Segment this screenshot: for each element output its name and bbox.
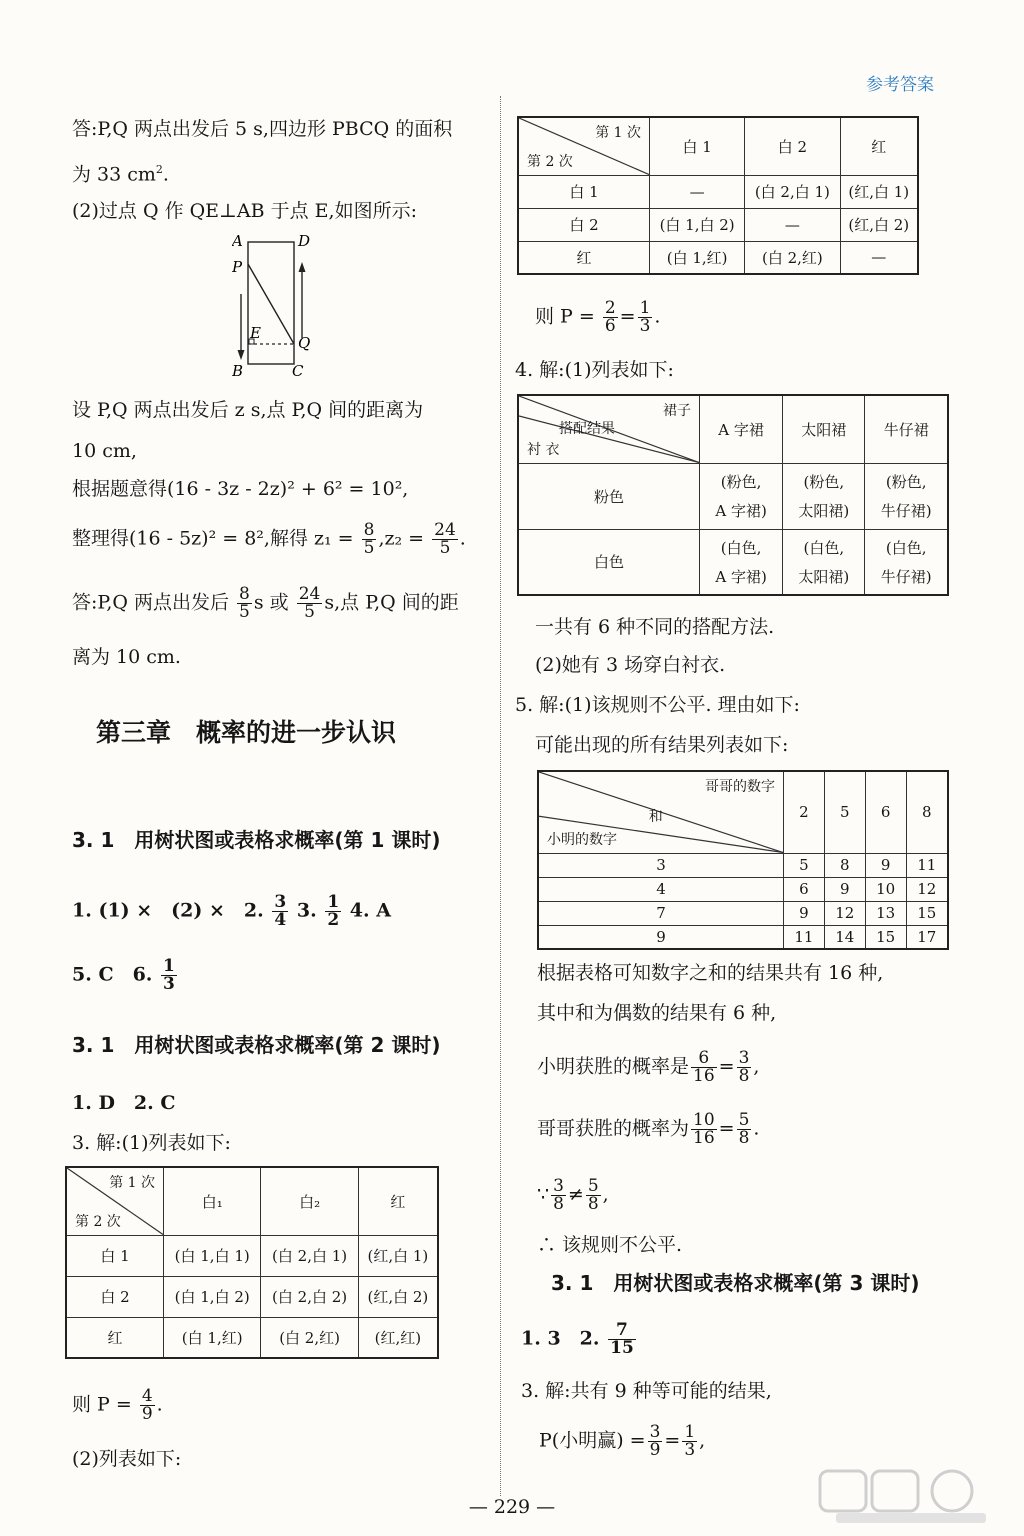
answer-line: (2)她有 3 场穿白衬衣. — [535, 654, 726, 676]
label-P: P — [232, 258, 243, 276]
fraction: $\frac{4}{9}$ — [141, 1386, 153, 1424]
answer-line: 其中和为偶数的结果有 6 种, — [537, 1002, 777, 1024]
table-draw-without-replacement — [517, 116, 919, 275]
label-A: A — [232, 232, 243, 250]
answer-line: (2)过点 Q 作 QE⊥AB 于点 E,如图所示: — [72, 200, 417, 222]
answer-line: 答:P,Q 两点出发后 $\frac{8}{5}$ s 或 $\frac{24}{5}$ s,点 P,Q 间的距 — [72, 584, 459, 622]
fraction: $\frac{3}{9}$ — [649, 1422, 661, 1460]
table-row: 红 (白 1,红) (白 2,红) (红,红) — [66, 1317, 438, 1358]
table-header-cell: 牛仔裙 — [865, 395, 948, 463]
answer-line: 答:P,Q 两点出发后 5 s,四边形 PBCQ 的面积 — [72, 118, 453, 140]
table-header-cell: 6 — [865, 771, 906, 853]
label-C: C — [292, 362, 304, 380]
answer-line: 整理得(16 - 5z)² = 8²,解得 z₁ = $\frac{8}{5}$ ,z₂ = $\frac{24}{5}$ . — [72, 520, 466, 558]
table-header-cell: 白₁ — [164, 1167, 261, 1235]
page-header: 参考答案 — [866, 75, 934, 95]
answer-line: 则 P = $\frac{4}{9}$ . — [72, 1386, 163, 1424]
answer-line: 小明获胜的概率是 $\frac{6}{16}$ = $\frac{3}{8}$ , — [537, 1048, 760, 1086]
table-row: 9 11 14 15 17 — [538, 925, 948, 949]
table-row: 白 2 (白 1,白 2) — (红,白 2) — [518, 208, 918, 241]
section-title: 3. 1 用树状图或表格求概率(第 2 课时) — [72, 1033, 441, 1057]
left-column — [72, 0, 512, 1500]
table-header-cell: 2 — [784, 771, 825, 853]
fraction: $\frac{5}{8}$ — [587, 1176, 599, 1214]
right-column — [515, 0, 955, 1500]
table-row: 白 2 (白 1,白 2) (白 2,白 2) (红,白 2) — [66, 1276, 438, 1317]
answer-line: 离为 10 cm. — [72, 646, 181, 668]
table-header-cell: 5 — [824, 771, 865, 853]
answer-line: P(小明赢) = $\frac{3}{9}$ = $\frac{1}{3}$ , — [539, 1422, 706, 1460]
fraction: $\frac{2}{6}$ — [604, 298, 616, 336]
answer-line: 一共有 6 种不同的搭配方法. — [535, 616, 775, 638]
table-header-cell: 太阳裙 — [783, 395, 865, 463]
answer-line: 设 P,Q 两点出发后 z s,点 P,Q 间的距离为 — [72, 399, 424, 421]
fraction: $\frac{3}{4}$ — [274, 892, 287, 930]
section-title: 3. 1 用树状图或表格求概率(第 3 课时) — [551, 1271, 920, 1295]
section-title: 3. 1 用树状图或表格求概率(第 1 课时) — [72, 828, 441, 852]
answer-line: ∵ $\frac{3}{8}$ ≠ $\frac{5}{8}$ , — [537, 1176, 609, 1214]
table-row: 红 (白 1,红) (白 2,红) — — [518, 241, 918, 274]
table-row: 粉色 (粉色, A 字裙) (粉色, 太阳裙) (粉色, 牛仔裙) — [518, 463, 948, 529]
geometry-figure — [232, 228, 332, 380]
answer-line: 为 33 $cm^2$. — [72, 163, 169, 186]
table-header-diagonal: 裙子 搭配结果 衬 衣 — [518, 395, 700, 463]
table-outfit-combinations — [517, 394, 949, 596]
table-row: 3 5 8 9 11 — [538, 853, 948, 877]
table-header-cell: 白 2 — [745, 117, 840, 175]
table-draw-with-replacement — [65, 1166, 439, 1359]
answer-line: 3. 解:共有 9 种等可能的结果, — [521, 1380, 772, 1402]
answer-line: 可能出现的所有结果列表如下: — [535, 734, 789, 756]
table-header-cell: A 字裙 — [700, 395, 783, 463]
answer-line: 则 P = $\frac{2}{6}$ = $\frac{1}{3}$ . — [535, 298, 661, 336]
label-Q: Q — [298, 334, 311, 352]
answer-line: 5. 解:(1)该规则不公平. 理由如下: — [515, 694, 800, 716]
label-D: D — [298, 232, 311, 250]
chapter-title: 第三章 概率的进一步认识 — [96, 718, 397, 747]
table-header-diagonal: 第 1 次 第 2 次 — [66, 1167, 164, 1235]
answer-line: 5. C 6. $\frac{1}{3}$ — [72, 956, 175, 994]
fraction: $\frac{10}{16}$ — [693, 1110, 715, 1148]
table-row: 4 6 9 10 12 — [538, 877, 948, 901]
label-E: E — [250, 324, 261, 342]
answer-line: 1. D 2. C — [72, 1092, 176, 1114]
fraction: $\frac{24}{5}$ — [434, 520, 456, 558]
table-row: 白色 (白色, A 字裙) (白色, 太阳裙) (白色, 牛仔裙) — [518, 529, 948, 595]
answer-line: 1. (1) × (2) × 2. $\frac{3}{4}$ 3. $\frac{1}{2}$ 4. A — [72, 892, 391, 930]
fraction: $\frac{1}{3}$ — [639, 298, 651, 336]
page-number: — 229 — — [468, 1496, 556, 1518]
answer-line: ∴ 该规则不公平. — [537, 1234, 683, 1256]
table-header-cell: 8 — [906, 771, 948, 853]
answer-line: (2)列表如下: — [72, 1448, 182, 1470]
answer-line: 1. 3 2. $\frac{7}{15}$ — [521, 1320, 634, 1358]
answer-line: 3. 解:(1)列表如下: — [72, 1132, 231, 1154]
table-row: 7 9 12 13 15 — [538, 901, 948, 925]
table-header-diagonal: 第 1 次 第 2 次 — [518, 117, 650, 175]
fraction: $\frac{5}{8}$ — [738, 1110, 750, 1148]
answer-line: 哥哥获胜的概率为 $\frac{10}{16}$ = $\frac{5}{8}$ . — [537, 1110, 760, 1148]
table-row: 白 1 — (白 2,白 1) (红,白 1) — [518, 175, 918, 208]
fraction: $\frac{24}{5}$ — [298, 584, 321, 622]
fraction: $\frac{1}{3}$ — [163, 956, 175, 994]
answer-line: 10 cm, — [72, 440, 137, 462]
fraction: $\frac{3}{8}$ — [553, 1176, 564, 1214]
watermark-logo — [816, 1465, 996, 1525]
fraction: $\frac{3}{8}$ — [738, 1048, 750, 1086]
answer-line: 根据题意得(16 - 3z - 2z)² + 6² = 10², — [72, 478, 409, 500]
fraction: $\frac{1}{2}$ — [327, 892, 340, 930]
table-header-cell: 白₂ — [261, 1167, 358, 1235]
answer-line: 4. 解:(1)列表如下: — [515, 359, 674, 381]
table-sum-results — [537, 770, 949, 950]
table-row: 白 1 (白 1,白 1) (白 2,白 1) (红,白 1) — [66, 1235, 438, 1276]
fraction: $\frac{8}{5}$ — [363, 520, 375, 558]
answer-line: 根据表格可知数字之和的结果共有 16 种, — [537, 962, 884, 984]
fraction: $\frac{6}{16}$ — [693, 1048, 715, 1086]
fraction: $\frac{8}{5}$ — [239, 584, 250, 622]
table-header-cell: 红 — [840, 117, 918, 175]
table-header-diagonal: 哥哥的数字 和 小明的数字 — [538, 771, 784, 853]
fraction: $\frac{7}{15}$ — [610, 1320, 634, 1358]
fraction: $\frac{1}{3}$ — [684, 1422, 696, 1460]
table-header-cell: 白 1 — [650, 117, 745, 175]
label-B: B — [232, 362, 244, 380]
table-header-cell: 红 — [358, 1167, 438, 1235]
